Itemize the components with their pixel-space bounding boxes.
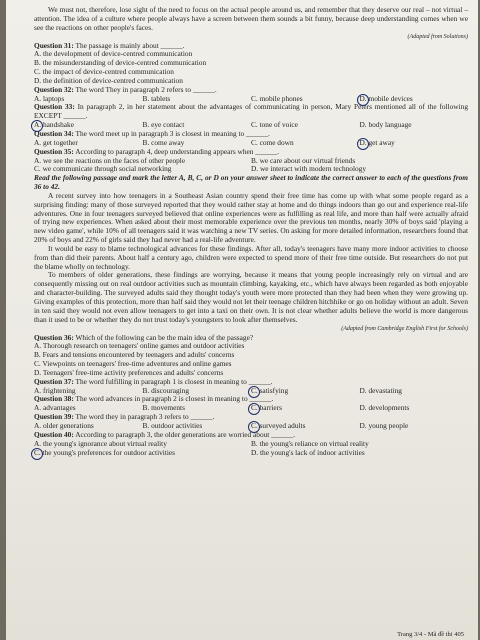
q38-option-b: B. movements (142, 403, 185, 413)
question-39: Question 39: The word they in paragraph 3 refers to ______. A. older generations B. outdoor activities C. surveyed adults D. young people (34, 413, 468, 431)
pen-circle-mark (357, 138, 369, 150)
question-31: Question 31: The passage is mainly about ______. A. the development of device-centred communication B. the misunderstanding of device-centred communication C. the impact of device-centred communication D. the definition of device-centred communication (34, 42, 468, 86)
q36-option-c: C. Viewpoints on teenagers' free-time adventures and online games (34, 359, 232, 369)
q34-option-c: C. come down (251, 137, 294, 147)
q36-option-a: A. Thorough research on teenagers' online games and outdoor activities (34, 341, 245, 351)
q33-option-b: B. eye contact (142, 120, 185, 130)
q33-option-c: C. tone of voice (251, 120, 298, 130)
q35-option-a: A. we see the reactions on the faces of other people (34, 155, 186, 165)
question-37: Question 37: The word fulfilling in paragraph 1 is closest in meaning to ______. A. frightening B. discouraging C. satisfying D. devastating (34, 378, 468, 396)
q36-option-d: D. Teenagers' free-time activity preferences and adults' concerns (34, 367, 224, 377)
q40-option-c: C. the young's preferences for outdoor activities (34, 449, 251, 458)
q37-option-d: D. devastating (359, 385, 402, 395)
q32-option-c: C. mobile phones (251, 93, 303, 103)
q34-option-a: A. get together (34, 137, 78, 147)
q40-option-a: A. the young's ignorance about virtual reality (34, 438, 167, 448)
q38-option-a: A. advantages (34, 403, 76, 413)
question-36: Question 36: Which of the following can be the main idea of the passage? A. Thorough research on teenagers' online games and outdoor activities B. Fears and tensions encountered by teenagers and adults' concerns C. Viewpoints on teenagers' free-time adventures and online games D. Teenagers' free-time activity preferences and adults' concerns (34, 334, 468, 378)
passage-end-paragraph: We must not, therefore, lose sight of the need to focus on the actual people around us, and remember that they deserve our real – not virtual – attention. The idea of a culture where people always have a screen between them sounds a bit funny, because deep understanding comes when we see the reactions on other people's faces. (34, 5, 468, 32)
passage2-paragraph-1: A recent survey into how teenagers in a Southeast Asian country spend their free time has come up with what some people regard as a surprising finding: many of those surveyed reported that they would rather stay at home and do things indoors than go out and experience real-life adventures. One in four teenagers surveyed believed that online experiences were as fulfilling as real life, and more than half were actually afraid of trying new experiences. When asked about their most memorable experience over the previous ten months, nearly 30% of boys said 'playing a new video game', while 10% of all teenagers said it was watching a new TV series. On asking for more detailed information, researchers found that 20% of boys and 22% of girls said they had never had a real-life adventure. (34, 190, 468, 245)
question-38: Question 38: The word advances in paragraph 2 is closest in meaning to ______. A. advantages B. movements C. barriers D. developments (34, 395, 468, 413)
q40-option-b: B. the young's reliance on virtual reality (251, 438, 369, 448)
q32-option-b: B. tablets (142, 93, 171, 103)
q34-option-d: D. get away (360, 139, 469, 148)
reading-instruction: Read the following passage and mark the letter A, B, C, or D on your answer sheet to indicate the correct answer to each of the questions from 36 to 42. (34, 173, 468, 192)
q31-option-c: C. the impact of device-centred communication (34, 67, 174, 77)
q39-option-c: C. surveyed adults (251, 422, 360, 431)
pen-circle-mark (31, 448, 43, 460)
passage2-paragraph-2: It would be easy to blame technological advances for these findings. After all, today's teenagers have many more indoor activities to choose from than did their parents. About half a century ago, children were expected to spend more of their free time outside. But researchers do not put the blame wholly on technology. (34, 243, 468, 271)
q37-option-b: B. discouraging (142, 385, 190, 395)
q31-option-d: D. the definition of device-centred communication (34, 75, 183, 85)
q39-option-d: D. young people (359, 420, 409, 430)
q31-option-a: A. the development of device-centred communication (34, 49, 193, 59)
question-40: Question 40: According to paragraph 3, the older generations are worried about ______. A. the young's ignorance about virtual reality B. the young's reliance on virtual reality C. the young's preferences for outdoor activities D. the young's lack of indoor activities (34, 431, 468, 458)
q37-option-a: A. frightening (34, 385, 76, 395)
q38-option-c: C. barriers (251, 404, 360, 413)
q35-option-d: D. we interact with modern technology (251, 164, 367, 174)
page-footer: Trang 3/4 - Mã đề thi 405 (397, 631, 464, 638)
q33-option-d: D. body language (359, 120, 412, 130)
q33-option-a: A. handshake (34, 121, 143, 130)
passage2-paragraph-3: To members of older generations, these findings are worrying, because it means that young people increasingly rely on virtual and are consequently missing out on real outdoor activities such as mountain climbing, kayaking, etc., which have always been regarded as both enjoyable and character-building. The surveyed adults said they thought today's youth were more protected than they had been when they were growing up. Giving examples of this protection, more than half said they would not let their teenage children hitchhike or go on holiday without an adult. Seven in ten said they would not even allow teenagers to get into a taxi on their own. It is not clear whether adults believe the world is more dangerous than it used to be or whether they do not trust today's youngsters to look after themselves. (34, 270, 468, 324)
pen-circle-mark (357, 94, 369, 106)
pen-circle-mark (248, 421, 260, 433)
q39-option-b: B. outdoor activities (142, 420, 203, 430)
question-35: Question 35: According to paragraph 4, deep understanding appears when ______. A. we see the reactions on the faces of other people B. we care about our virtual friends C. we communicate through social networking D. we interact with modern technology (34, 148, 468, 175)
q40-option-d: D. the young's lack of indoor activities (251, 447, 365, 457)
q31-option-b: B. the misunderstanding of device-centred communication (34, 58, 207, 68)
q34-option-b: B. come away (142, 137, 185, 147)
q38-option-d: D. developments (359, 403, 410, 413)
question-34: Question 34: The word meet up in paragraph 3 is closest in meaning to ______. A. get together B. come away C. come down D. get away (34, 130, 468, 148)
question-32: Question 32: The word They in paragraph 2 refers to ______. A. laptops B. tablets C. mobile phones D. mobile devices (34, 86, 468, 104)
q37-option-c: C. satisfying (251, 387, 360, 396)
q36-option-b: B. Fears and tensions encountered by teenagers and adults' concerns (34, 350, 235, 360)
pen-circle-mark (248, 386, 260, 398)
exam-page (6, 0, 478, 640)
passage2-source: (Adapted from Cambridge English First for Schools) (341, 325, 468, 332)
q39-option-a: A. older generations (34, 420, 94, 430)
q35-option-c: C. we communicate through social networking (34, 164, 172, 174)
q32-option-d: D. mobile devices (360, 95, 469, 104)
q35-option-b: B. we care about our virtual friends (251, 155, 356, 165)
passage-source: (Adapted from Solutions) (407, 33, 468, 40)
q32-option-a: A. laptops (34, 93, 65, 103)
question-33: Question 33: In paragraph 2, in her statement about the advantages of communicating in person, Mary Peters mentioned all of the following EXCEPT ______. A. handshake B. eye contact C. tone of voice D. body language (34, 103, 468, 130)
